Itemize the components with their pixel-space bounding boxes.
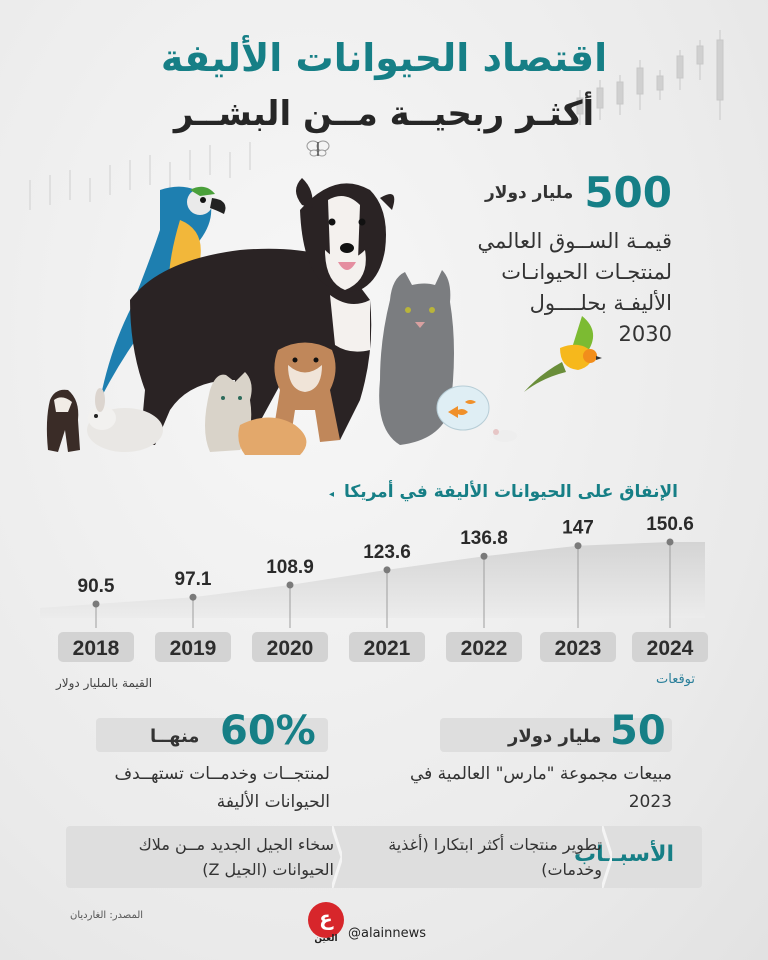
data-label: 147 [562,517,594,539]
bird-illustration [520,312,610,394]
data-label: 108.9 [266,557,314,579]
stat50-number: 50 [610,708,666,754]
market-value-description: قيمـة الســوق العالمي لمنتجـات الحيوانـات الأليفـة بحلــــول 2030 [477,229,672,346]
reasons-title: الأسبــاب [574,842,674,867]
data-point [481,553,488,560]
reasons-divider [602,826,612,888]
stat50-unit: مليار دولار [508,726,602,747]
year-label: 2021 [363,637,411,660]
data-point [667,539,674,546]
ferret-illustration [47,390,80,452]
data-point [93,601,100,608]
data-label: 123.6 [363,541,411,563]
title-line-2: أكثـر ربحيــة مــن البشــر [173,94,595,134]
data-point [575,542,582,549]
year-label: 2024 [646,637,694,660]
forecast-label: توقعات [656,672,696,687]
chart-unit-label: القيمة بالمليار دولار [56,676,153,690]
spending-chart [0,500,768,700]
stat60-number: 60% [220,708,316,754]
mouse-illustration [493,429,517,442]
year-label: 2020 [266,637,314,660]
data-point [190,594,197,601]
market-value-stat [485,168,672,217]
data-point [287,582,294,589]
market-value-number: 500 [584,168,672,217]
stat60-label: منهــا [150,726,200,747]
reason-item: سخاء الجيل الجديد مــن ملاك الحيوانات (الجيل Z) [138,835,334,879]
stat50-description: مبيعات مجموعة "مارس" العالمية في 2023 [409,764,672,812]
social-handle: @alainnews [348,926,427,941]
triangle-bullet-icon: ◂ [329,489,335,500]
year-label: 2022 [460,637,508,660]
data-point [384,566,391,573]
data-label: 90.5 [77,576,115,597]
logo-glyph: ع [319,906,333,930]
year-label: 2018 [72,637,120,660]
reasons-panel [66,826,702,888]
alain-logo [308,902,344,938]
source-label: المصدر: الغارديان [70,910,144,921]
market-value-unit: مليار دولار [485,182,574,203]
data-label: 97.1 [174,569,212,591]
spending-title-text: الإنفاق على الحيوانات الأليفة في أمريكا [343,482,678,502]
fishbowl-illustration [437,386,489,430]
data-label: 150.6 [646,514,694,535]
pets-illustration [40,150,520,470]
logo-text: العين [314,934,338,944]
year-label: 2023 [554,637,602,660]
year-label: 2019 [169,637,217,660]
reason-item: تطوير منتجات أكثر ابتكارا (أغذية وخدمات) [388,835,602,879]
stat60-description: لمنتجــات وخدمــات تستهــدف الحيوانات الأليفة [114,764,330,812]
spending-section-title [329,482,678,502]
data-label: 136.8 [460,528,508,550]
title-line-1: اقتصاد الحيوانات الأليفة [160,36,608,80]
